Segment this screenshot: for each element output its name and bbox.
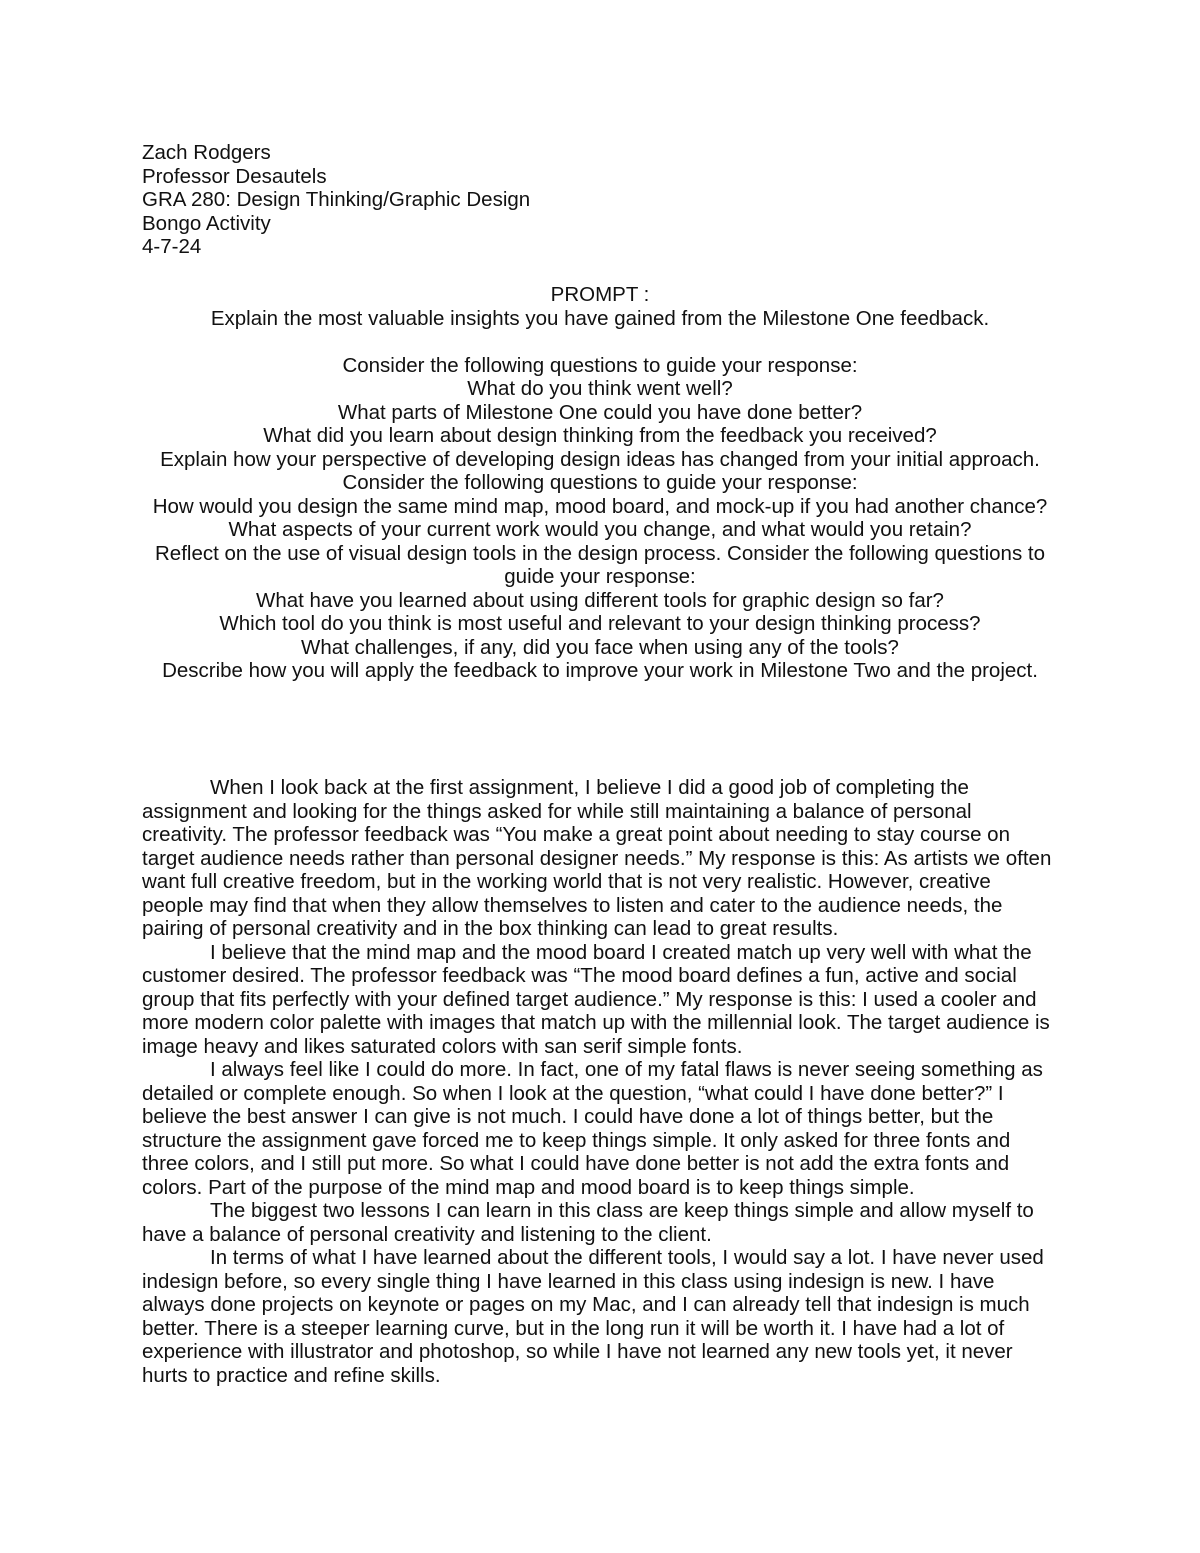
prompt-spacer [142,330,1058,354]
prompt-line: What have you learned about using different tools for graphic design so far? [256,588,944,612]
professor-name: Professor Desautels [142,164,327,188]
response-body [142,776,1058,1387]
course-title: GRA 280: Design Thinking/Graphic Design [142,188,531,211]
prompt-section [142,283,1058,683]
prompt-line: Explain how your perspective of developing design ideas has changed from your initial approach. Consider the following questions to guide your response: [160,447,1040,494]
body-paragraph: I believe that the mind map and the mood board I created match up very well with what the customer desired. The professor feedback was “The mood board defines a fun, active and social group that fits perfectly with your defined target audience.” My response is this: I used a cooler and more modern color palette with images that match up with the millennial look. The target audience is image heavy and likes saturated colors with san serif simple fonts. [142,940,1050,1058]
assignment-title: Bongo Activity [142,211,271,235]
prompt-line: What did you learn about design thinking from the feedback you received? [263,424,937,447]
document-header [142,141,1042,259]
document-date: 4-7-24 [142,235,202,258]
prompt-line: Which tool do you think is most useful and relevant to your design thinking process? [219,612,981,635]
body-paragraph: I always feel like I could do more. In fact, one of my fatal flaws is never seeing something as detailed or complete enough. So when I look at the question, “what could I have done better?” I believe the best answer I can give is not much. I could have done a lot of things better, but the structure the assignment gave forced me to keep things simple. It only asked for three fonts and three colors, and I still put more. So what I could have done better is not add the extra fonts and colors. Part of the purpose of the mind map and mood board is to keep things simple. [142,1058,1043,1199]
body-paragraph: The biggest two lessons I can learn in this class are keep things simple and allow myself to have a balance of personal creativity and listening to the client. [142,1199,1034,1246]
body-paragraph: In terms of what I have learned about the different tools, I would say a lot. I have never used indesign before, so every single thing I have learned in this class using indesign is new. I have always done projects on keynote or pages on my Mac, and I can already tell that indesign is much better. There is a steeper learning curve, but in the long run it will be worth it. I have had a lot of experience with illustrator and photoshop, so while I have not learned any new tools yet, it never hurts to practice and refine skills. [142,1246,1044,1387]
prompt-heading: PROMPT : [550,283,650,306]
body-paragraph: When I look back at the first assignment, I believe I did a good job of completing the assignment and looking for the things asked for while still maintaining a balance of personal creativity. The professor feedback was “You make a great point about needing to stay course on target audience needs rather than personal designer needs.” My response is this: As artists we often want full creative freedom, but in the working world that is not very realistic. However, creative people may find that when they allow themselves to listen and cater to the audience needs, the pairing of personal creativity and in the box thinking can lead to great results. [142,776,1052,940]
prompt-line: What challenges, if any, did you face when using any of the tools? [301,635,899,659]
author-name: Zach Rodgers [142,141,271,164]
prompt-line: How would you design the same mind map, mood board, and mock-up if you had another chance? [152,494,1048,518]
prompt-line: Consider the following questions to guide your response: [342,353,858,377]
prompt-line: What aspects of your current work would you change, and what would you retain? [228,518,972,541]
prompt-line: What parts of Milestone One could you have done better? [337,400,863,424]
prompt-line: Describe how you will apply the feedback to improve your work in Milestone Two and the project. [162,659,1038,682]
prompt-line: Reflect on the use of visual design tools in the design process. Consider the following questions to guide your response: [155,541,1045,588]
prompt-main-question: Explain the most valuable insights you have gained from the Milestone One feedback. [210,306,990,330]
prompt-line: What do you think went well? [467,377,733,400]
